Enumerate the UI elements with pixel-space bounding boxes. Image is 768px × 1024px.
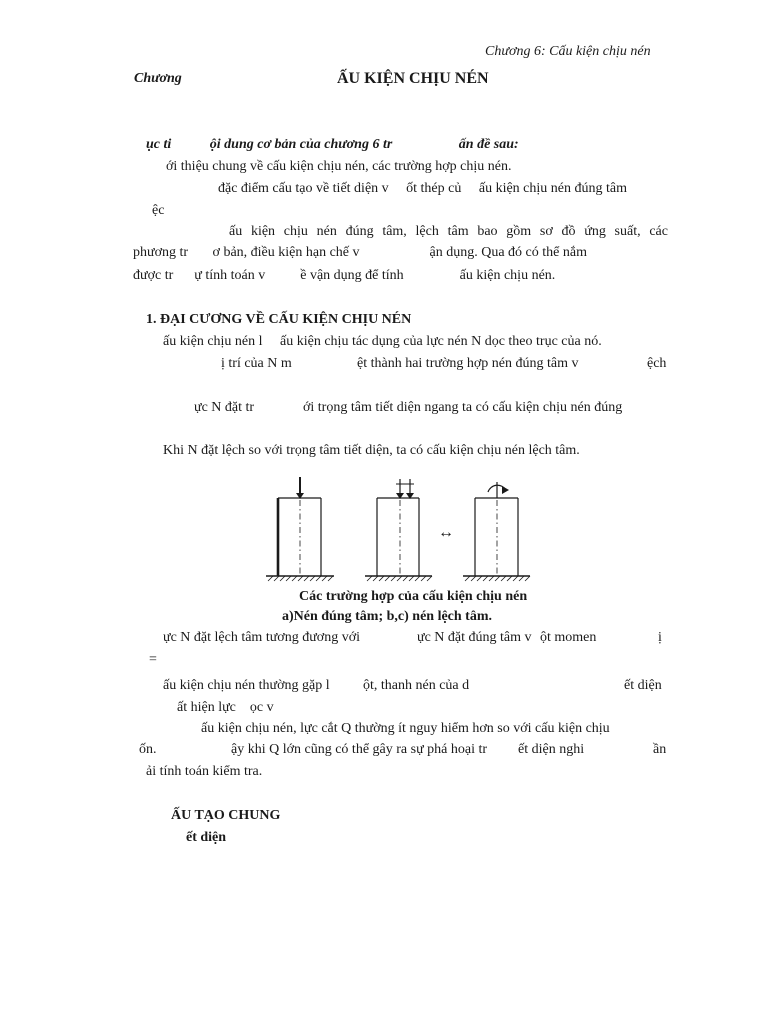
intro-line-4: ấu kiện chịu nén đúng tâm, lệch tâm bao gồm sơ đồ ứng suất, các <box>229 224 668 239</box>
section-2-subheading: ết diện <box>186 830 227 845</box>
chapter-title: ẤU KIỆN CHỊU NÉN <box>337 70 489 87</box>
para-9: ải tính toán kiểm tra. <box>146 764 263 779</box>
section-1-para-3b: ới trọng tâm tiết diện ngang ta có cấu kiện chịu nén đúng <box>303 400 623 415</box>
moment-arrowhead-c <box>502 486 509 494</box>
equivalence-arrow-icon: ↔ <box>438 524 454 541</box>
para-6d: ất hiện lực ọc v <box>177 700 274 715</box>
section-1-para-4: Khi N đặt lệch so với trọng tâm tiết diện, ta có cấu kiện chịu nén lệch tâm. <box>163 443 580 458</box>
intro-line-6: được tr ự tính toán v ề vận dụng để tính ấu kiện chịu nén. <box>133 268 556 283</box>
para-5a: ực N đặt lệch tâm tương đương với <box>163 630 360 645</box>
figure-caption-1: Các trường hợp của cấu kiện chịu nén <box>299 589 528 604</box>
intro-line-3: ệc <box>152 203 165 218</box>
section-1-para-2c: ệch <box>647 356 667 371</box>
section-1-para-1: ấu kiện chịu nén l ấu kiện chịu tác dụng của lực nén N dọc theo trục của nó. <box>163 334 602 349</box>
para-5e: = <box>149 652 157 667</box>
para-8c: ết diện nghi <box>518 742 585 757</box>
para-5c: ột momen <box>540 630 597 645</box>
intro-line-5: phương tr ơ bản, điều kiện hạn chế v ận dụng. Qua đó có thể nắm <box>133 245 587 260</box>
para-5b: ực N đặt đúng tâm v <box>417 630 532 645</box>
chapter-label: Chương <box>134 71 182 86</box>
section-2-heading: ẤU TẠO CHUNG <box>171 808 281 823</box>
section-1-heading: 1. ĐẠI CƯƠNG VỀ CẤU KIỆN CHỊU NÉN <box>146 312 412 327</box>
para-8b: ậy khi Q lớn cũng có thể gây ra sự phá hoại tr <box>231 742 488 757</box>
section-1-para-3a: ực N đặt tr <box>194 400 255 415</box>
section-1-para-2b: ệt thành hai trường hợp nén đúng tâm v <box>357 356 579 371</box>
para-8d: ần <box>653 742 667 757</box>
running-header: Chương 6: Cấu kiện chịu nén <box>485 44 651 59</box>
para-6c: ết diện <box>624 678 662 693</box>
para-5d: ị <box>658 630 662 645</box>
intro-heading: ục ti ội dung cơ bản của chương 6 tr ấn đề sau: <box>146 137 519 152</box>
para-6b: ột, thanh nén của d <box>363 678 470 693</box>
para-8a: ốn. <box>139 742 157 757</box>
intro-line-1: ới thiệu chung về cấu kiện chịu nén, các trường hợp chịu nén. <box>166 159 512 174</box>
intro-line-2: đặc điểm cấu tạo về tiết diện v ốt thép củ ấu kiện chịu nén đúng tâm <box>218 181 627 196</box>
para-7: ấu kiện chịu nén, lực cắt Q thường ít nguy hiểm hơn so với cấu kiện chịu <box>201 721 610 736</box>
section-1-para-2a: ị trí của N m <box>221 356 292 371</box>
para-6a: ấu kiện chịu nén thường gặp l <box>163 678 330 693</box>
figure-caption-2: a)Nén đúng tâm; b,c) nén lệch tâm. <box>282 609 492 624</box>
